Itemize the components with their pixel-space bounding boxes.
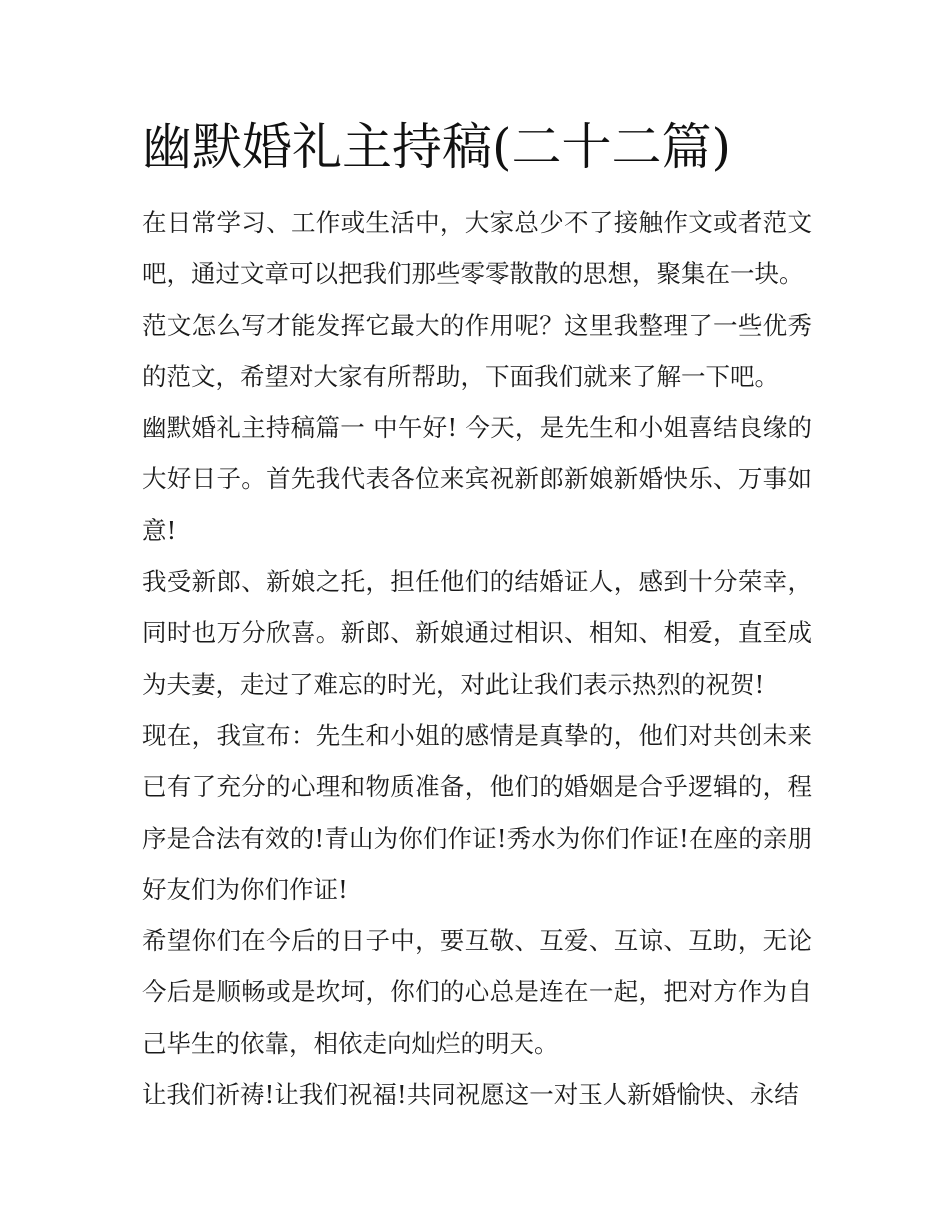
- paragraph-announcement: 现在，我宣布：先生和小姐的感情是真挚的，他们对共创未来已有了充分的心理和物质准备，他们的婚姻是合乎逻辑的，程序是合法有效的!青山为你们作证!秀水为你们作证!在座的亲朋好友们为你们作证!: [142, 720, 812, 904]
- paragraph-witness: 我受新郎、新娘之托，担任他们的结婚证人，感到十分荣幸，同时也万分欣喜。新郎、新娘通过相识、相知、相爱，直至成为夫妻，走过了难忘的时光，对此让我们表示热烈的祝贺!: [142, 567, 812, 699]
- paragraph-intro: 在日常学习、工作或生活中，大家总少不了接触作文或者范文吧，通过文章可以把我们那些零零散散的思想，聚集在一块。: [142, 208, 812, 289]
- paragraph-blessing: 让我们祈祷!让我们祝福!共同祝愿这一对玉人新婚愉快、永结: [142, 1080, 799, 1110]
- paragraph-greeting: 幽默婚礼主持稿篇一 中午好! 今天，是先生和小姐喜结良缘的大好日子。首先我代表各位来宾祝新郎新娘新婚快乐、万事如意!: [142, 413, 812, 545]
- document-body: [142, 197, 812, 1120]
- paragraph-question: 范文怎么写才能发挥它最大的作用呢？这里我整理了一些优秀的范文，希望对大家有所帮助，下面我们就来了解一下吧。: [142, 310, 812, 391]
- paragraph-wishes: 希望你们在今后的日子中，要互敬、互爱、互谅、互助，无论今后是顺畅或是坎坷，你们的心总是连在一起，把对方作为自己毕生的依靠，相依走向灿烂的明天。: [142, 926, 812, 1058]
- document-title: 幽默婚礼主持稿(二十二篇): [142, 118, 732, 176]
